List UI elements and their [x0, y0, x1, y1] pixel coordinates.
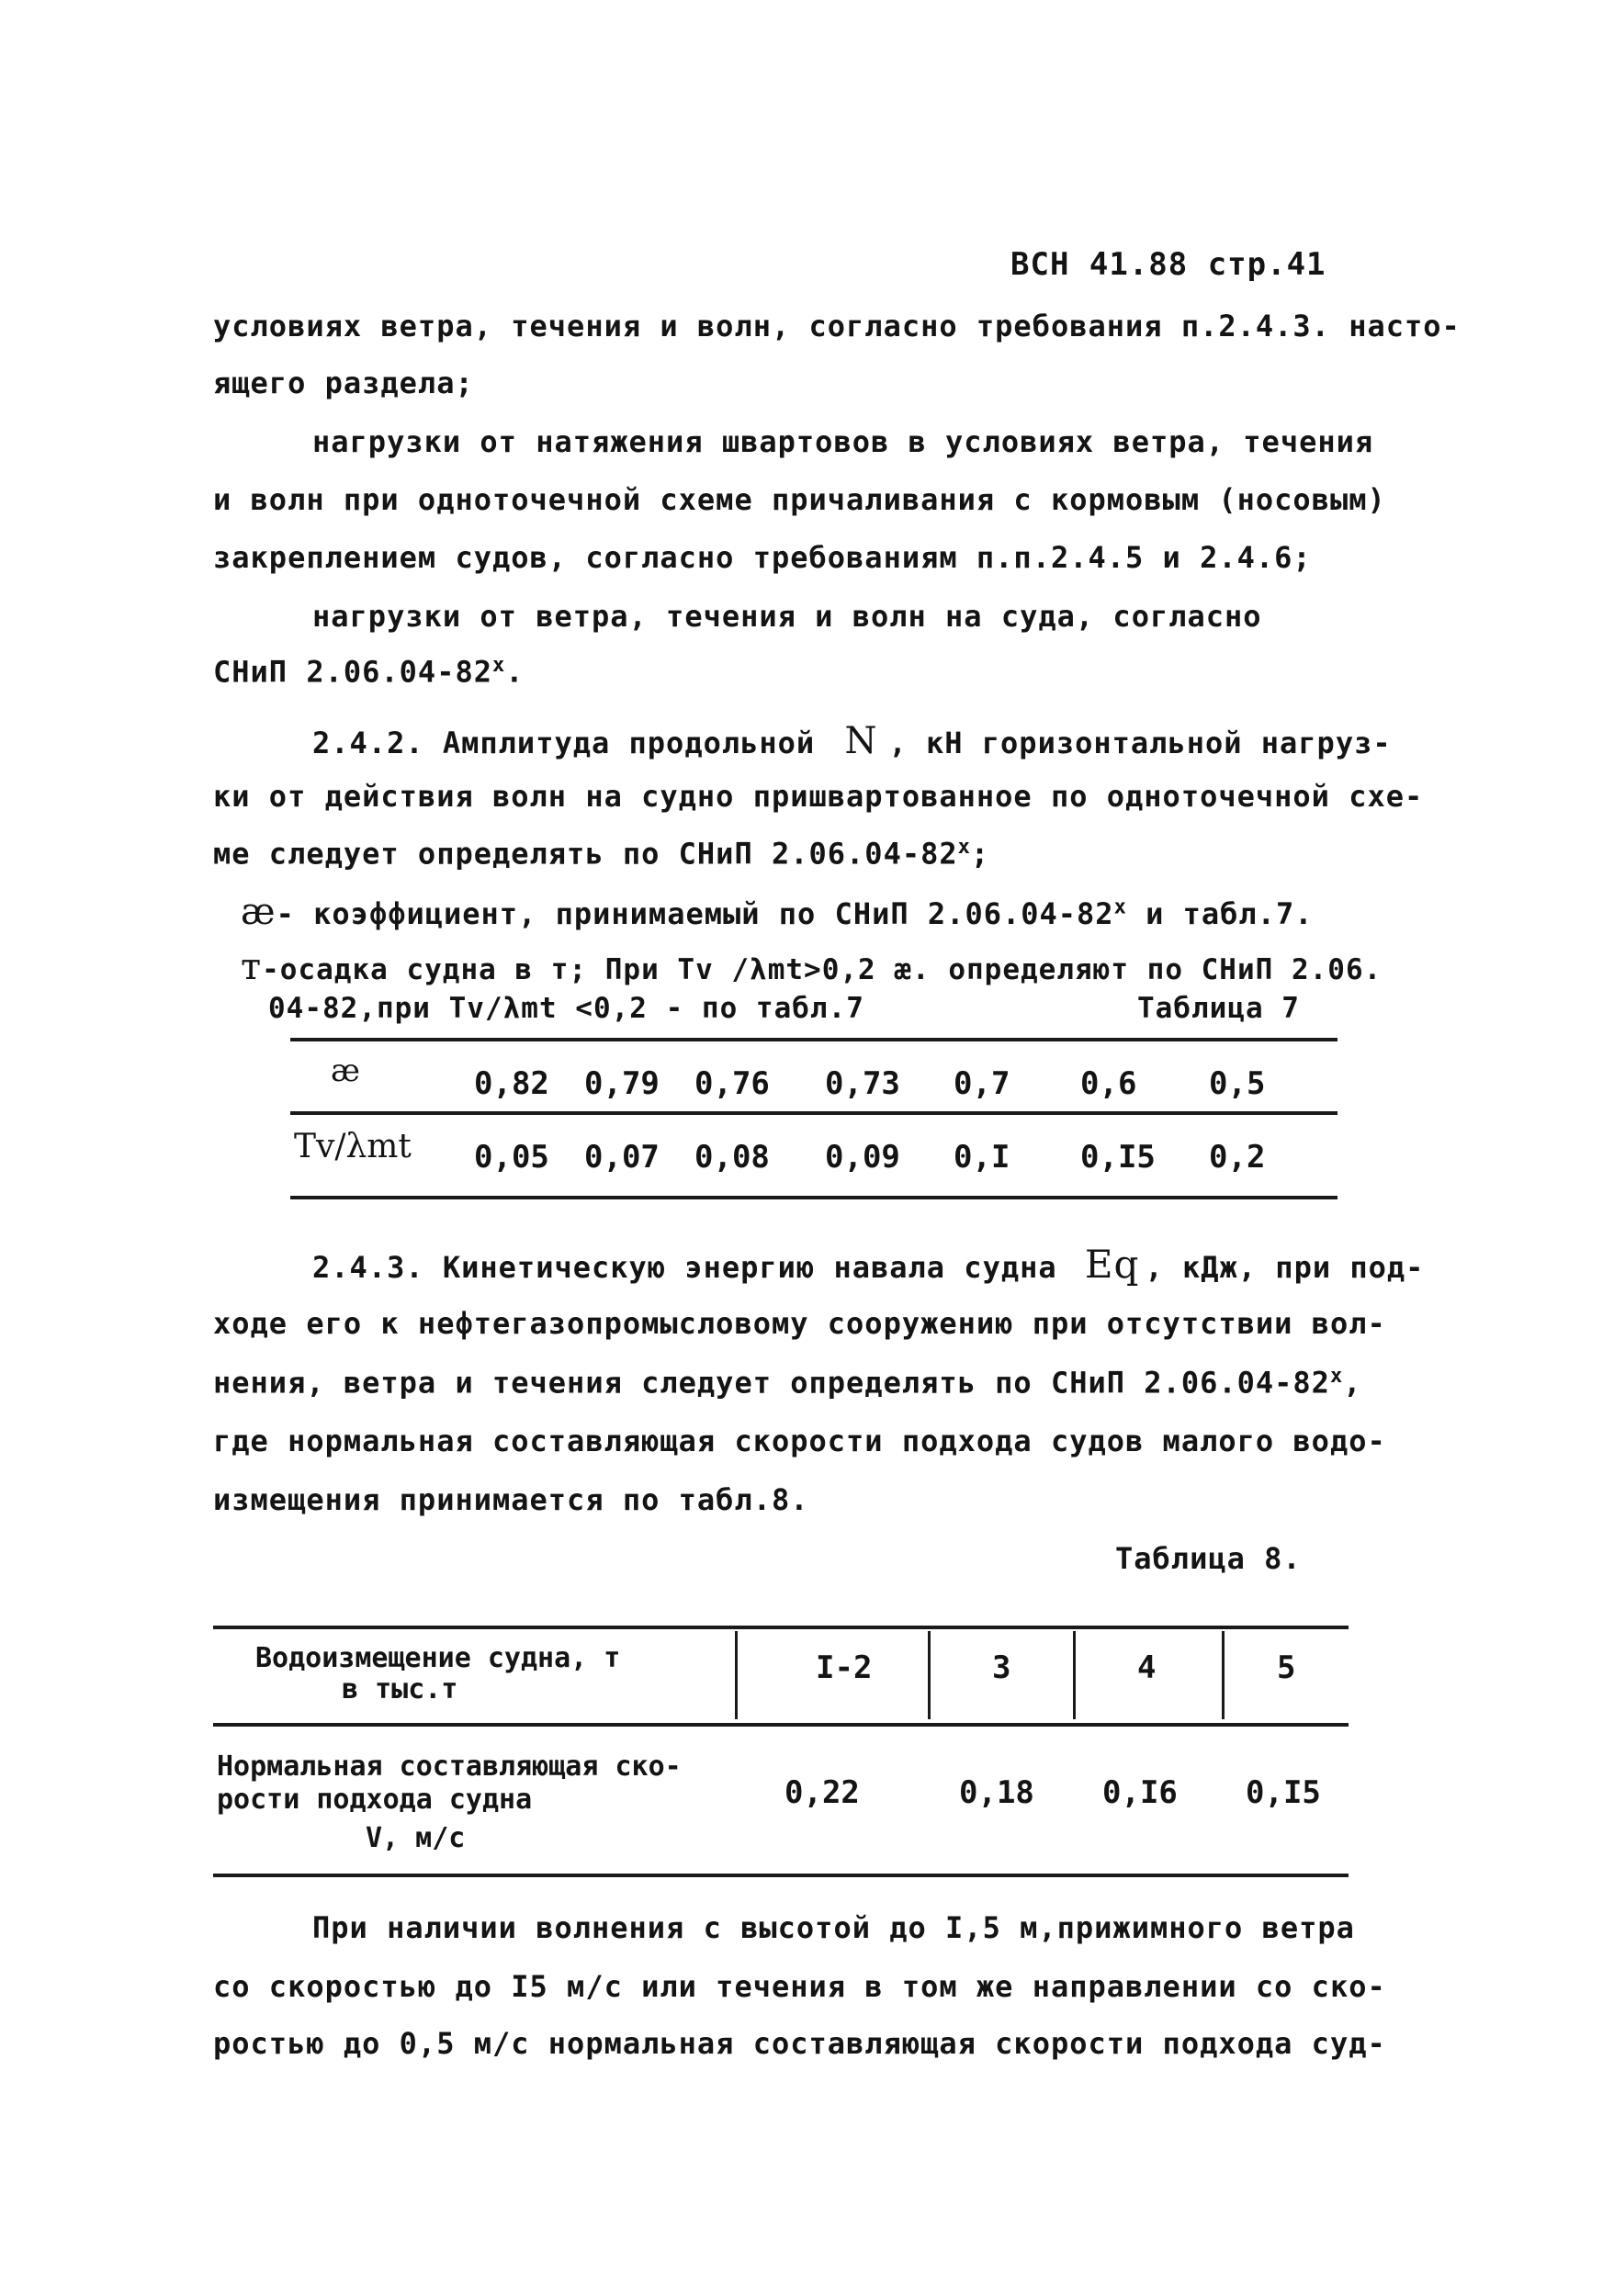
- text-line: ходе его к нефтегазопромысловому сооружению при отсутствии вол-: [213, 1306, 1386, 1341]
- table7-row-label-kappa: æ: [331, 1052, 360, 1089]
- table7-cell: 0,6: [1080, 1065, 1137, 1102]
- superscript: х: [491, 654, 506, 677]
- text-line: [213, 836, 989, 872]
- table8-cell: 0,18: [959, 1774, 1034, 1811]
- table8-header-cell: 3: [992, 1649, 1011, 1686]
- text-fragment: .: [505, 654, 525, 690]
- text-line: 04-82,при Тv/λmt <0,2 - по табл.7: [268, 992, 864, 1025]
- text-line: [241, 946, 1382, 988]
- table7-cell: 0,I5: [1080, 1139, 1156, 1176]
- table7-cell: 0,5: [1209, 1065, 1266, 1102]
- text-line: [312, 720, 1392, 762]
- text-fragment: , кН горизонтальной нагруз-: [888, 726, 1392, 760]
- text-fragment: , кДж, при под-: [1145, 1250, 1425, 1285]
- text-line: ки от действия волн на судно пришвартованное по одноточечной схе-: [213, 779, 1424, 814]
- text-line: ящего раздела;: [213, 366, 474, 400]
- table-rule: [290, 1196, 1337, 1199]
- math-symbol-n: N: [844, 720, 878, 762]
- table-divider: [1222, 1631, 1225, 1719]
- text-fragment: ме следует определять по СНиП 2.06.04-82: [213, 836, 958, 872]
- table7-caption: Таблица 7: [1137, 992, 1300, 1025]
- text-line: и волн при одноточечной схеме причаливания с кормовым (носовым): [213, 482, 1386, 517]
- table8-row-label: Нормальная составляющая ско-: [217, 1750, 682, 1783]
- text-fragment: ,: [1343, 1365, 1362, 1401]
- math-symbol-kappa: æ: [241, 891, 277, 933]
- superscript: х: [957, 836, 971, 859]
- page-header-ref: ВСН 41.88 стр.41: [1010, 246, 1326, 283]
- table-rule: [290, 1111, 1337, 1115]
- table-divider: [735, 1631, 738, 1719]
- math-symbol-t: т: [241, 946, 263, 988]
- text-line: нагрузки от ветра, течения и волн на суда, согласно: [312, 599, 1262, 634]
- table-rule: [213, 1626, 1349, 1629]
- text-fragment: -осадка судна в т; При Тv /λmt>0,2 æ. определяют по СНиП 2.06.: [262, 953, 1383, 986]
- text-line: где нормальная составляющая скорости подхода судов малого водо-: [213, 1424, 1386, 1458]
- text-fragment: ;: [970, 836, 990, 872]
- table-divider: [1073, 1631, 1076, 1719]
- table8-cell: 0,22: [784, 1774, 860, 1811]
- table-rule: [290, 1038, 1337, 1041]
- table7-cell: 0,I: [954, 1139, 1010, 1176]
- table7-cell: 0,09: [825, 1139, 900, 1176]
- table7-cell: 0,82: [474, 1065, 549, 1102]
- text-line: [213, 1365, 1361, 1401]
- text-fragment: 2.4.2. Амплитуда продольной: [312, 726, 816, 760]
- table7-cell: 0,07: [584, 1139, 660, 1176]
- table8-row-label: рости подхода судна: [217, 1784, 533, 1816]
- table8-cell: 0,I6: [1102, 1774, 1178, 1811]
- table-rule: [213, 1723, 1349, 1727]
- text-fragment: и табл.7.: [1126, 896, 1314, 931]
- text-line: со скоростью до I5 м/с или течения в том же направлении со ско-: [213, 1969, 1386, 2004]
- table8-caption: Таблица 8.: [1115, 1541, 1302, 1576]
- table8-header-cell: 4: [1137, 1649, 1157, 1686]
- table7-cell: 0,76: [694, 1065, 770, 1102]
- table7-cell: 0,73: [825, 1065, 900, 1102]
- text-fragment: 2.4.3. Кинетическую энергию навала судна: [312, 1250, 1057, 1285]
- table-rule: [213, 1874, 1349, 1877]
- text-line: условиях ветра, течения и волн, согласно требования п.2.4.3. насто-: [213, 309, 1461, 343]
- math-symbol-eq: Eq: [1084, 1242, 1140, 1287]
- text-fragment: - коэффициент, принимаемый по СНиП 2.06.04-82: [276, 896, 1114, 931]
- table8-header-cell: I-2: [816, 1649, 873, 1686]
- text-line: При наличии волнения с высотой до I,5 м,прижимного ветра: [312, 1910, 1355, 1945]
- table7-cell: 0,05: [474, 1139, 549, 1176]
- table7-cell: 0,79: [584, 1065, 660, 1102]
- table8-header-label: Водоизмещение судна, т: [255, 1642, 621, 1674]
- table7-cell: 0,08: [694, 1139, 770, 1176]
- table7-cell: 0,7: [954, 1065, 1010, 1102]
- text-line: измещения принимается по табл.8.: [213, 1482, 809, 1517]
- text-line: [241, 891, 1313, 933]
- text-fragment: нения, ветра и течения следует определять по СНиП 2.06.04-82: [213, 1365, 1330, 1401]
- text-line: [213, 654, 525, 690]
- table8-row-label: V, м/с: [366, 1822, 466, 1854]
- superscript: х: [1329, 1365, 1344, 1388]
- superscript: х: [1113, 895, 1127, 919]
- text-line: нагрузки от натяжения швартовов в условиях ветра, течения: [312, 424, 1374, 459]
- text-line: ростью до 0,5 м/с нормальная составляющая скорости подхода суд-: [213, 2026, 1386, 2061]
- text-line: [312, 1242, 1424, 1287]
- table8-cell: 0,I5: [1246, 1774, 1321, 1811]
- table8-header-cell: 5: [1277, 1649, 1296, 1686]
- text-fragment: СНиП 2.06.04-82: [213, 654, 492, 690]
- table-divider: [928, 1631, 931, 1719]
- table7-cell: 0,2: [1209, 1139, 1266, 1176]
- table7-row-label-ratio: Тv/λmt: [294, 1128, 412, 1165]
- text-line: закреплением судов, согласно требованиям п.п.2.4.5 и 2.4.6;: [213, 540, 1312, 575]
- table8-header-label: в тыс.т: [342, 1673, 458, 1705]
